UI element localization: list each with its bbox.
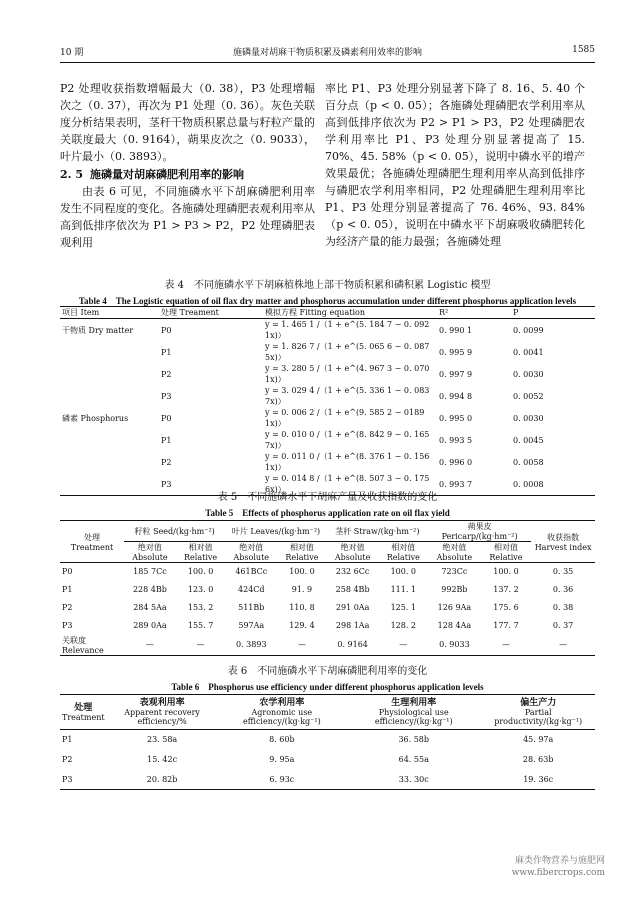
table-header-row [60,695,595,730]
table-cell: 8. 60b [269,735,295,745]
table-cell: 128. 2 [390,621,417,630]
table-cell: 258 4Bb [335,585,370,594]
watermark-cn: 麻类作物营养与施肥网 [514,856,605,866]
row-group-label [60,451,159,473]
header-rule [60,62,595,63]
col-header-cn: 生理利用率 [391,698,437,708]
table-cell: P3 [161,391,172,401]
col-header [346,695,481,730]
table-cell: P1 [62,735,73,745]
table-cell: 45. 97a [523,735,554,745]
table-cell: 64. 55a [398,755,429,764]
paragraph: 率比 P1、P3 处理分别显著下降了 8. 16、5. 40 个百分点（p < 0. 05）；各施磷处理磷肥农学利用率从高到低排序依次为 P2 > P1 > P3，P2 处理磷肥农学利用率比 P1、P3 处理分别显著提高了 15. 70%、45. 58%（p < 0. 05），说明中磷水平的增产效果最优；各施磷处理磷肥生理利用率从高到低排序与磷肥农学利用率相同，P2 处理磷肥生理利用率比 P1、P3 处理分别显著提高了 76. 46%、93. 84%（p < 0. 05），说明在中磷水平下胡麻吸收磷肥转化为经济产量的能力最强；各施磷处理 [325,82,585,248]
table-row [60,599,595,617]
table-cell: 125. 1 [390,603,417,612]
table-cell: 0. 0045 [513,435,544,445]
table-subheader-row [60,542,595,563]
col-header: 处理 Treament [161,308,219,317]
table-cell: 0. 996 0 [439,457,473,467]
running-header [60,45,595,61]
table6-caption [60,662,595,693]
left-column [60,80,315,251]
table-cell: 0. 990 1 [439,325,473,335]
table5-caption-en: Table 5 Effects of phosphorus application rate on oil flax yield [205,508,450,518]
table-cell: 0. 0008 [513,479,544,489]
paragraph: 由表 6 可见，不同施磷水平下胡麻磷肥利用率发生不同程度的变化。各施磷处理磷肥表观利用率从高到低排序依次为 P1 > P3 > P2，P2 处理磷肥表观利用 [60,185,315,249]
watermark [512,855,605,879]
table-cell: 110. 8 [289,603,315,612]
table-cell: 100. 0 [187,567,214,577]
table-cell: 100. 0 [390,567,417,577]
table-cell: P3 [62,774,73,784]
table-row [60,363,595,385]
table-cell: 6. 93c [269,774,295,784]
table-row [60,581,595,599]
col-group-header: 籽粒 Seed/(kg·hm⁻²) [124,521,225,542]
table-cell: 185 7Cc [133,567,167,577]
table6-caption-en: Table 6 Phosphorus use efficiency under different phosphorus application levels [171,682,484,692]
table-cell: 0. 0030 [513,369,544,379]
table-cell: 723Cc [441,567,468,577]
section-number: 2. 5 [60,168,83,181]
col-header: 模拟方程 Fitting equation [265,308,365,317]
table-header-row [60,521,595,542]
table-cell: y = 3. 029 4 /（1 + e^(5. 336 1 − 0. 083 7x)） [265,386,430,406]
col-subheader: 绝对值 Absolute [233,543,270,562]
table-cell: 461BCc [235,567,268,577]
table-cell: 0. 993 7 [439,479,473,489]
table-cell: 33. 30c [398,774,429,784]
table-cell: 0. 993 5 [439,435,473,445]
table-row [60,429,595,451]
table4-caption [60,276,595,307]
table-cell: P0 [62,567,73,577]
col-subheader: 绝对值 Absolute [132,543,168,562]
table-cell: y = 1. 465 1 /（1 + e^(5. 184 7 − 0. 092 1x)） [265,320,430,340]
table-cell: 298 1Aa [335,621,370,630]
table-cell: 100. 0 [289,567,315,577]
table4 [60,306,595,496]
running-title: 施磷量对胡麻干物质积累及磷素利用效率的影响 [232,48,422,58]
table-cell: — [501,640,510,649]
table-cell: P3 [62,621,73,630]
table-cell: 0. 994 8 [439,391,473,401]
table-cell: y = 0. 011 0 /（1 + e^(8. 376 1 − 0. 156 1x)） [265,452,430,472]
table-row [60,563,595,581]
paragraph: P2 处理收获指数增幅最大（0. 38），P3 处理增幅次之（0. 37），再次为 P1 处理（0. 36）。灰色关联度分析结果表明，茎秆干物质积累总量与籽粒产量的关联度最大（0. 9164），蒴果皮次之（0. 9033），叶片最小（0. 3893）。 [60,82,315,163]
table-cell: P1 [161,435,172,445]
table-cell: 153. 2 [187,603,214,612]
table-cell: P2 [161,369,172,379]
col-header: 收获指数 Harvest index [534,532,592,552]
table-cell: P2 [161,457,172,467]
table-cell: 228 4Bb [132,585,167,594]
table-row [60,385,595,407]
row-group-label [60,363,159,385]
col-header-en: Partial productivity/(kg·kg⁻¹) [494,708,583,726]
table-row [60,341,595,363]
table-row [60,750,595,770]
table-cell: y = 0. 014 8 /（1 + e^(8. 507 3 − 0. 175 6x)） [265,474,430,494]
table-cell: 0. 995 9 [439,347,473,357]
col-header-cn: 农学利用率 [259,698,305,708]
table-cell: 0. 38 [552,603,574,612]
col-header [107,695,218,730]
table-cell: 0. 3893 [236,640,267,649]
table-cell: 0. 0058 [513,457,544,467]
row-group-label [60,341,159,363]
col-subheader: 相对值 Relative [285,543,319,562]
table-cell: 123. 0 [187,585,214,594]
table-cell: 20. 82b [146,774,178,784]
row-group-label: 磷素 Phosphorus [62,413,129,423]
table-cell: — [145,640,154,649]
table-cell: 155. 7 [187,621,214,630]
col-header-en: Agronomic use efficiency/(kg·kg⁻¹) [242,708,321,726]
table-cell: 23. 58a [146,735,178,745]
table-cell: 126 9Aa [437,603,472,612]
table-cell: 424Cd [238,585,265,594]
table-cell: 0. 0041 [513,347,544,357]
table6 [60,694,595,790]
table-cell: 289 0Aa [133,621,167,630]
col-subheader: 相对值 Relative [184,543,218,562]
table-cell: 111. 1 [390,585,417,594]
table-cell: 19. 36c [523,774,554,784]
table-cell: — [559,640,568,649]
table-cell: 0. 36 [552,585,574,594]
table-cell: P3 [161,479,172,489]
table-cell: 0. 9033 [439,640,470,649]
table-cell: 232 6Cc [335,567,370,577]
table-row [60,635,595,656]
table-cell: 177. 7 [493,621,519,630]
table-cell: y = 3. 280 5 /（1 + e^(4. 967 3 − 0. 070 1x)） [265,364,430,384]
table-cell: 0. 995 0 [439,413,473,423]
table-row [60,407,595,429]
col-header-en: Apparent recovery efficiency/% [124,708,200,726]
table-cell: 511Bb [238,603,265,612]
table6-caption-cn: 表 6 不同施磷水平下胡麻磷肥利用率的变化 [227,666,428,677]
table-cell: 36. 58b [398,735,430,745]
col-header-en: Treatment [62,712,105,722]
table4-caption-en: Table 4 The Logistic equation of oil flax dry matter and phosphorus accumulation under different phosphorus application levels [78,296,577,306]
table-cell: y = 0. 006 2 /（1 + e^(9. 585 2 − 0189 1x)） [265,408,425,428]
table-cell: 9. 95a [269,755,295,764]
col-header [60,695,107,730]
table-cell: P0 [161,413,172,423]
col-header: P [513,308,519,317]
page-number: 1585 [572,45,595,55]
table-cell: — [196,640,205,649]
row-group-label [60,429,159,451]
table-cell: 15. 42c [147,755,178,764]
table-header-row [60,307,595,319]
col-group-header: 茎秆 Straw/(kg·hm⁻²) [327,521,428,542]
table-cell: 0. 0052 [513,391,544,401]
table-cell: 128 4Aa [437,621,472,630]
col-header: R² [439,308,449,317]
table-cell: 关联度 Relevance [62,635,104,655]
col-header-cn: 偏生产力 [520,698,557,708]
col-header-cn: 处理 [74,702,93,713]
table-row [60,451,595,473]
table-cell: 284 5Aa [133,603,167,612]
section-heading [60,166,315,183]
table-row [60,319,595,342]
table-row [60,617,595,635]
row-group-label [60,385,159,407]
watermark-url: www.fibercrops.com [511,868,605,878]
table-cell: 0. 37 [552,621,574,630]
issue-number: 10 期 [60,48,84,58]
table-cell: 992Bb [441,585,468,594]
table-cell: 129. 4 [289,621,315,630]
table-cell: — [297,640,306,649]
table-cell: — [399,640,408,649]
table-cell: 597Aa [238,621,265,630]
table-cell: 137. 2 [493,585,519,594]
table-cell: y = 0. 010 0 /（1 + e^(8. 842 9 − 0. 165 7x)） [265,430,430,450]
table-cell: P2 [62,755,73,764]
table-cell: 0. 997 9 [439,369,473,379]
table-row [60,770,595,790]
table-cell: 0. 0030 [513,413,544,423]
table-cell: 0. 35 [552,567,574,577]
col-subheader: 相对值 Relative [489,543,523,562]
table-cell: 291 0Aa [335,603,370,612]
col-header [481,695,595,730]
col-header-cn: 表观利用率 [139,698,185,708]
col-subheader: 绝对值 Absolute [334,543,371,562]
table-cell: P1 [62,585,73,594]
table-cell: 175. 6 [493,603,519,612]
col-header: 处理 Treatment [70,532,114,552]
table5-caption-cn: 表 5 不同施磷水平下胡麻产量及收获指数的变化 [217,492,438,503]
table-cell: 91. 9 [291,585,313,594]
table-cell: 0. 9164 [337,640,368,649]
col-header: 项目 Item [62,308,100,317]
col-subheader: 绝对值 Absolute [436,543,473,562]
section-title: 施磷量对胡麻磷肥利用率的影响 [89,168,244,181]
table-cell: P0 [161,325,172,335]
table-cell: P2 [62,603,73,612]
table-cell: y = 1. 826 7 /（1 + e^(5. 065 6 − 0. 087 5x)） [265,342,430,362]
table-cell: 100. 0 [493,567,519,577]
row-group-label: 干物质 Dry matter [62,325,134,335]
col-header [218,695,346,730]
col-header-en: Physiological use efficiency/(kg·kg⁻¹) [374,708,453,726]
table4-caption-cn: 表 4 不同施磷水平下胡麻植株地上部干物质积累和磷积累 Logistic 模型 [164,280,491,291]
right-column [325,80,585,250]
table-cell: 0. 0099 [513,325,544,335]
table-row [60,730,595,750]
table5-caption [60,488,595,519]
col-group-header: 叶片 Leaves/(kg·hm⁻²) [225,521,326,542]
col-subheader: 相对值 Relative [386,543,420,562]
table-cell: P1 [161,347,172,357]
col-group-header: 蒴果皮 Pericarp/(kg·hm⁻²) [428,521,531,542]
table-cell: 28. 63b [522,755,554,764]
table5 [60,520,595,656]
